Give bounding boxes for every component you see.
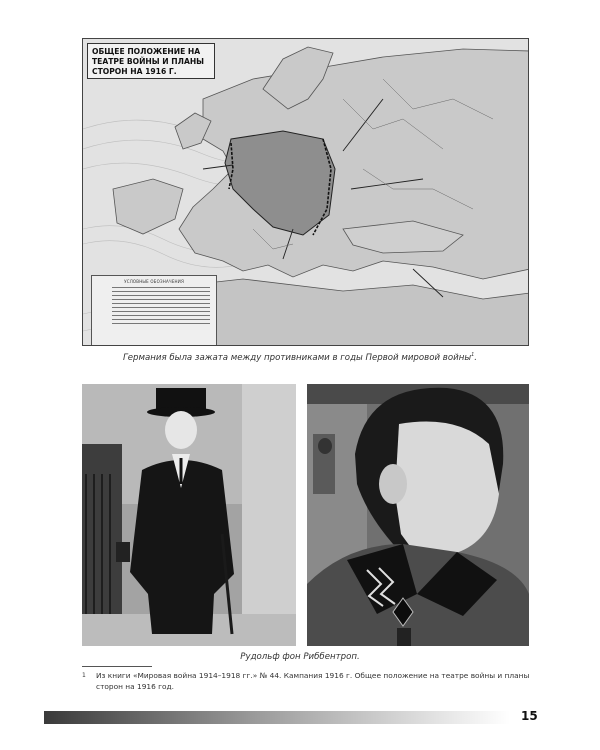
page-footer-bar: [44, 711, 510, 724]
page-number: 15: [521, 709, 538, 723]
legend-entry-line: [112, 319, 210, 320]
photo-man-in-top-hat-image: [82, 384, 296, 646]
legend-entry-line: [112, 303, 210, 304]
map-legend: [91, 275, 217, 346]
legend-entry-line: [112, 315, 210, 316]
footnote: [82, 671, 542, 692]
legend-entry-line: [112, 299, 210, 300]
historical-map-europe-1916: [82, 38, 529, 346]
legend-entry-line: [112, 323, 210, 324]
photo-man-in-uniform-image: [307, 384, 529, 646]
legend-entry-line: [112, 311, 210, 312]
legend-entry-line: [112, 307, 210, 308]
map-caption-end: .: [474, 352, 478, 363]
legend-entry-line: [112, 295, 210, 296]
legend-entry-line: [112, 287, 210, 288]
footnote-text: Из книги «Мировая война 1914–1918 гг.» № 44. Кампания 1916 г. Общее положение на театре войны и планы сторон на 1916 год.: [96, 671, 530, 691]
photo-man-in-top-hat: [82, 384, 296, 646]
map-caption-footnote-mark: 1: [471, 352, 475, 358]
map-caption: [0, 352, 600, 363]
photo-man-in-uniform: [307, 384, 529, 646]
map-title: ОБЩЕЕ ПОЛОЖЕНИЕ НА ТЕАТРЕ ВОЙНЫ И ПЛАНЫ СТОРОН НА 1916 Г.: [87, 43, 215, 79]
footnote-rule: [82, 666, 152, 667]
map-legend-heading: УСЛОВНЫЕ ОБОЗНАЧЕНИЯ: [124, 279, 184, 284]
photo-caption: Рудольф фон Риббентроп.: [240, 652, 360, 662]
legend-entry-line: [112, 291, 210, 292]
map-caption-text: Германия была зажата между противниками в годы Первой мировой войны: [122, 352, 472, 363]
footnote-number: 1: [82, 672, 86, 679]
